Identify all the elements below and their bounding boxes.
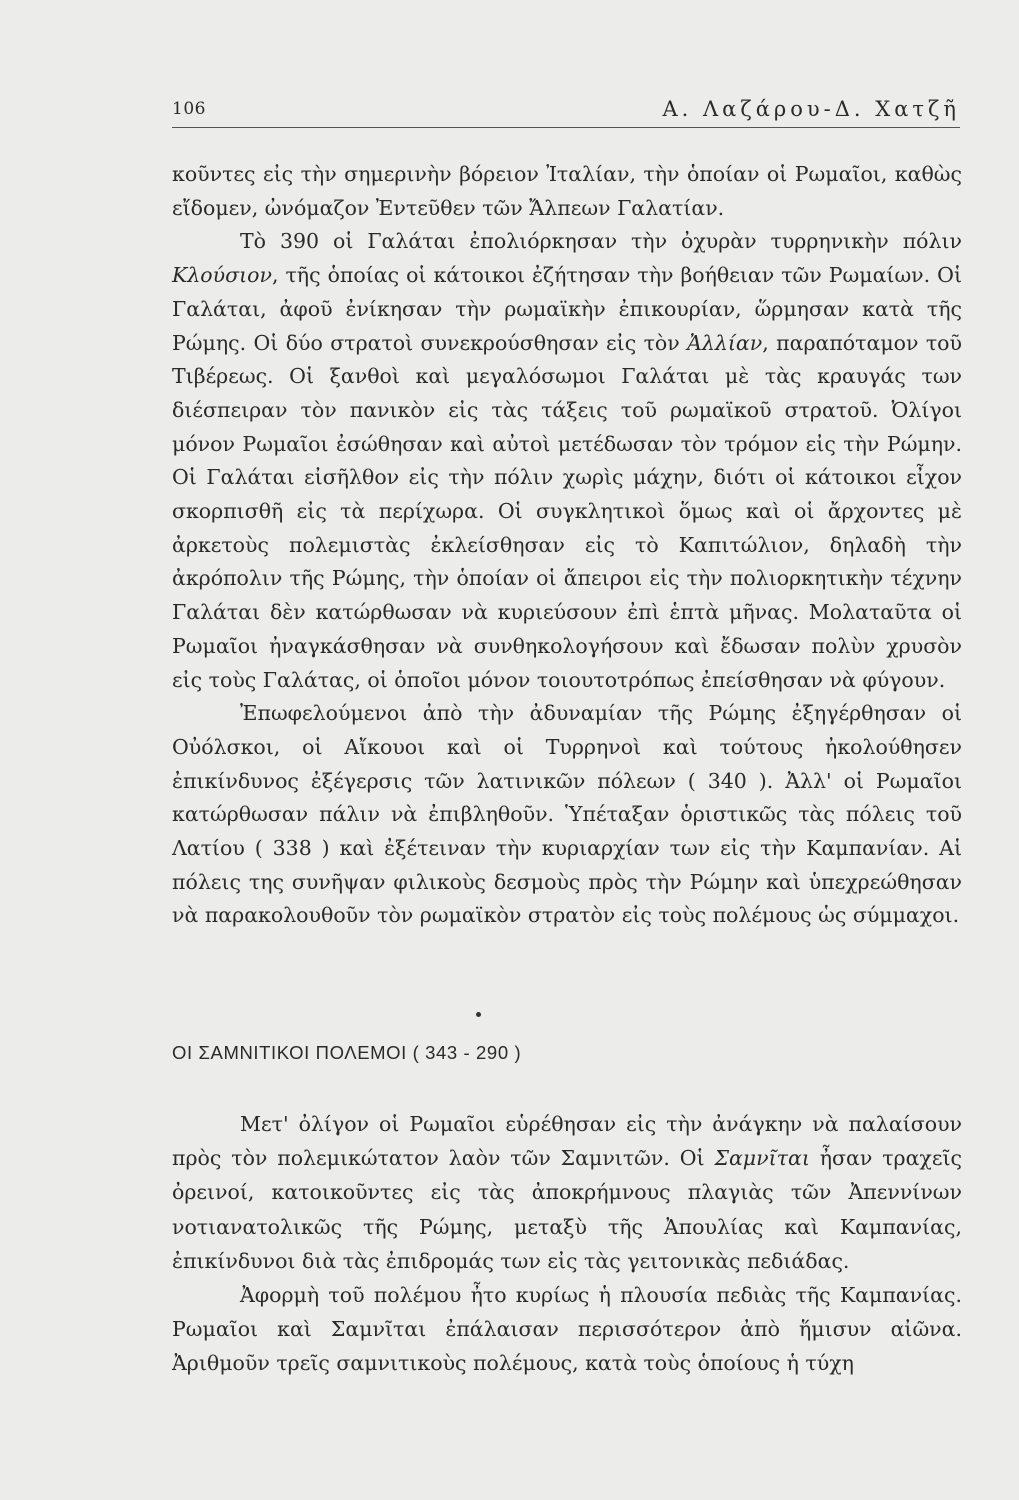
paragraph-2-end: , παραπόταμον τοῦ Τιβέρεως. Οἱ ξανθοὶ καὶ μεγαλόσωμοι Γαλάται μὲ τὰς κραυγάς των διέσπειραν τὸν πανικὸν εἰς τὰς τάξεις τοῦ ρωμαϊκοῦ στρατοῦ. Ὀλίγοι μόνον Ρωμαῖοι ἐσώθησαν καὶ αὐτοὶ μετέδωσαν τὸν τρόμον εἰς τὴν Ρώμην. Οἱ Γαλάται εἰσῆλθον εἰς τὴν πόλιν χωρὶς μάχην, διότι οἱ κάτοικοι εἶχον σκορπισθῆ εἰς τὰ περίχωρα. Οἱ συγκλητικοὶ ὅμως καὶ οἱ ἄρχοντες μὲ ἀρκετοὺς πολεμιστὰς ἐκλείσθησαν εἰς τὸ Καπιτώλιον, δηλαδὴ τὴν ἀκρόπολιν τῆς Ρώμης, τὴν ὁποίαν οἱ ἄπειροι εἰς τὴν πολιορκητικὴν τέχνην Γαλάται δὲν κατώρθωσαν νὰ κυριεύσουν ἐπὶ ἑπτὰ μῆνας. Μολαταῦτα οἱ Ρωμαῖοι ἠναγκάσθησαν νὰ συνθηκολογήσουν καὶ ἔδωσαν πολὺν χρυσὸν εἰς τοὺς Γαλάτας, οἱ ὁποῖοι μόνον τοιουτοτρόπως ἐπείσθησαν νὰ φύγουν. bbox=[172, 330, 962, 692]
city-name-italic: Κλούσιον bbox=[172, 263, 272, 288]
running-head: Α. Λαζάρου-Δ. Χατζῆ bbox=[662, 97, 960, 121]
page-number: 106 bbox=[172, 99, 206, 119]
paragraph-4-end: ἦσαν τραχεῖς ὀρεινοί, κατοικοῦντες εἰς τὰς ἀποκρήμνους πλαγιὰς τῶν Ἀπεννίνων νοτιανατολικῶς τῆς Ρώμης, μεταξὺ τῆς Ἀπουλίας καὶ Καμπανίας, ἐπικίνδυνοι διὰ τὰς ἐπιδρομάς των εἰς τὰς γειτονικὰς πεδιάδας. bbox=[172, 1146, 962, 1273]
main-text bbox=[172, 158, 962, 933]
paragraph-3: Ἐπωφελούμενοι ἀπὸ τὴν ἀδυναμίαν τῆς Ρώμης ἐξηγέρθησαν οἱ Οὐόλσκοι, οἱ Αἴκουοι καὶ οἱ Τυρρηνοὶ καὶ τούτους ἠκολούθησεν ἐπικίνδυνος ἐξέγερσις τῶν λατινικῶν πόλεων ( 340 ). Ἀλλ' οἱ Ρωμαῖοι κατώρθωσαν πάλιν νὰ ἐπιβληθοῦν. Ὑπέταξαν ὁριστικῶς τὰς πόλεις τοῦ Λατίου ( 338 ) καὶ ἐξέτειναν τὴν κυριαρχίαν των εἰς τὴν Καμπανίαν. Αἱ πόλεις της συνῆψαν φιλικοὺς δεσμοὺς πρὸς τὴν Ρώμην καὶ ὑπεχρεώθησαν νὰ παρακολουθοῦν τὸν ρωμαϊκὸν στρατὸν εἰς τοὺς πολέμους ὡς σύμμαχοι. bbox=[172, 701, 962, 928]
paragraph-2-middle: , τῆς ὁποίας οἱ κάτοικοι ἐζήτησαν τὴν βοήθειαν τῶν Ρωμαίων. Οἱ Γαλάται, ἀφοῦ ἐνίκησαν τὴν ρωμαϊκὴν ἐπικουρίαν, ὥρμησαν κατὰ τῆς Ρώμης. Οἱ δύο στρατοὶ συνεκρούσθησαν εἰς τὸν bbox=[172, 263, 962, 355]
paragraph-4-start: Μετ' ὀλίγον οἱ Ρωμαῖοι εὑρέθησαν εἰς τὴν ἀνάγκην νὰ παλαίσουν πρὸς τὸν πολεμικώτατον λαὸν τῶν Σαμνιτῶν. Οἱ bbox=[172, 1112, 962, 1171]
section-text bbox=[172, 1107, 962, 1381]
paragraph-4 bbox=[172, 1107, 962, 1278]
paragraph-1: κοῦντες εἰς τὴν σημερινὴν βόρειον Ἰταλίαν, τὴν ὁποίαν οἱ Ρωμαῖοι, καθὼς εἴδομεν, ὠνόμαζον Ἐντεῦθεν τῶν Ἄλπεων Γαλατίαν. bbox=[172, 162, 962, 220]
section-heading: ΟΙ ΣΑΜΝΙΤΙΚΟΙ ΠΟΛΕΜΟΙ ( 343 - 290 ) bbox=[172, 1042, 522, 1063]
river-name-italic: Ἀλλίαν bbox=[687, 330, 763, 355]
people-name-italic: Σαμνῖται bbox=[714, 1146, 810, 1171]
page-header bbox=[172, 97, 960, 128]
ink-dot bbox=[476, 1012, 481, 1017]
paragraph-2-start: Τὸ 390 οἱ Γαλάται ἐπολιόρκησαν τὴν ὀχυρὰν τυρρηνικὴν πόλιν bbox=[240, 229, 962, 254]
paragraph-2 bbox=[172, 225, 962, 697]
paragraph-5: Ἀφορμὴ τοῦ πολέμου ἦτο κυρίως ἡ πλουσία πεδιὰς τῆς Καμπανίας. Ρωμαῖοι καὶ Σαμνῖται ἐπάλαισαν περισσότερον ἀπὸ ἥμισυν αἰῶνα. Ἀριθμοῦν τρεῖς σαμνιτικοὺς πολέμους, κατὰ τοὺς ὁποίους ἡ τύχη bbox=[172, 1283, 962, 1376]
